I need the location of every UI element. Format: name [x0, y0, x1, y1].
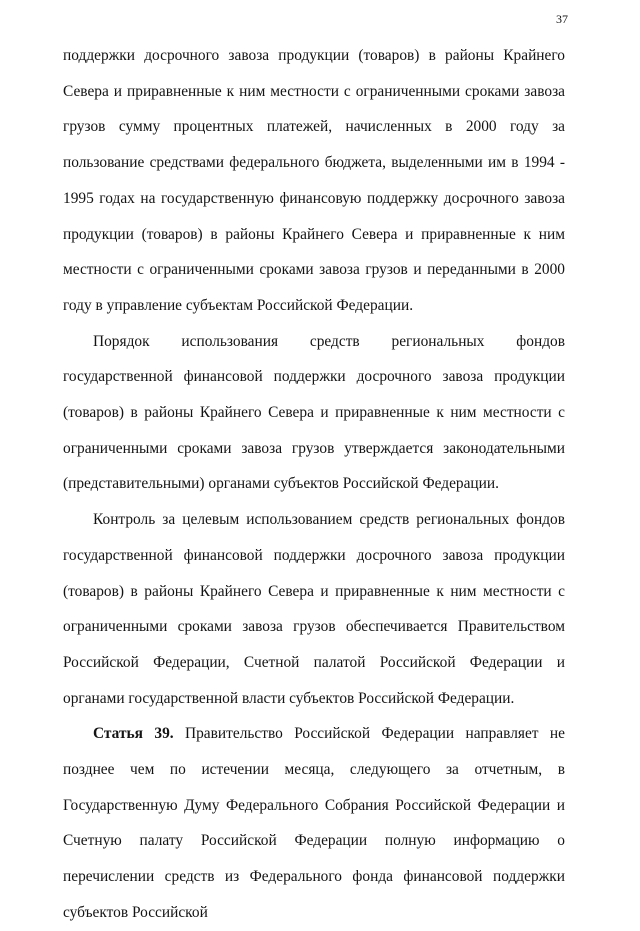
document-body — [63, 38, 565, 931]
paragraph-usage-procedure: Порядок использования средств региональных фондов государственной финансовой поддержки досрочного завоза продукции (товаров) в районы Крайнего Севера и приравненные к ним местности с ограниченными сроками завоза грузов утверждается законодательными (представительными) органами субъектов Российской Федерации. — [63, 332, 565, 493]
article-text: Правительство Российской Федерации направляет не позднее чем по истечении месяца, следующего за отчетным, в Государственную Думу Федерального Собрания Российской Федерации и Счетную палату Российской Федерации полную информацию о перечислении средств из Федерального фонда финансовой поддержки субъектов Российской — [63, 725, 565, 921]
article-39-paragraph — [63, 716, 565, 930]
paragraph-control: Контроль за целевым использованием средств региональных фондов государственной финансовой поддержки досрочного завоза продукции (товаров) в районы Крайнего Севера и приравненные к ним местности с ограниченными сроками завоза грузов обеспечивается Правительством Российской Федерации, Счетной палатой Российской Федерации и органами государственной власти субъектов Российской Федерации. — [63, 511, 565, 707]
paragraph-continuation: поддержки досрочного завоза продукции (товаров) в районы Крайнего Севера и приравненные к ним местности с ограниченными сроками завоза грузов сумму процентных платежей, начисленных в 2000 году за пользование средствами федерального бюджета, выделенными им в 1994 - 1995 годах на государственную финансовую поддержку досрочного завоза продукции (товаров) в районы Крайнего Севера и приравненные к ним местности с ограниченными сроками завоза грузов и переданными в 2000 году в управление субъектам Российской Федерации. — [63, 47, 565, 314]
page-number: 37 — [556, 12, 568, 26]
article-label: Статья 39. — [93, 725, 174, 743]
